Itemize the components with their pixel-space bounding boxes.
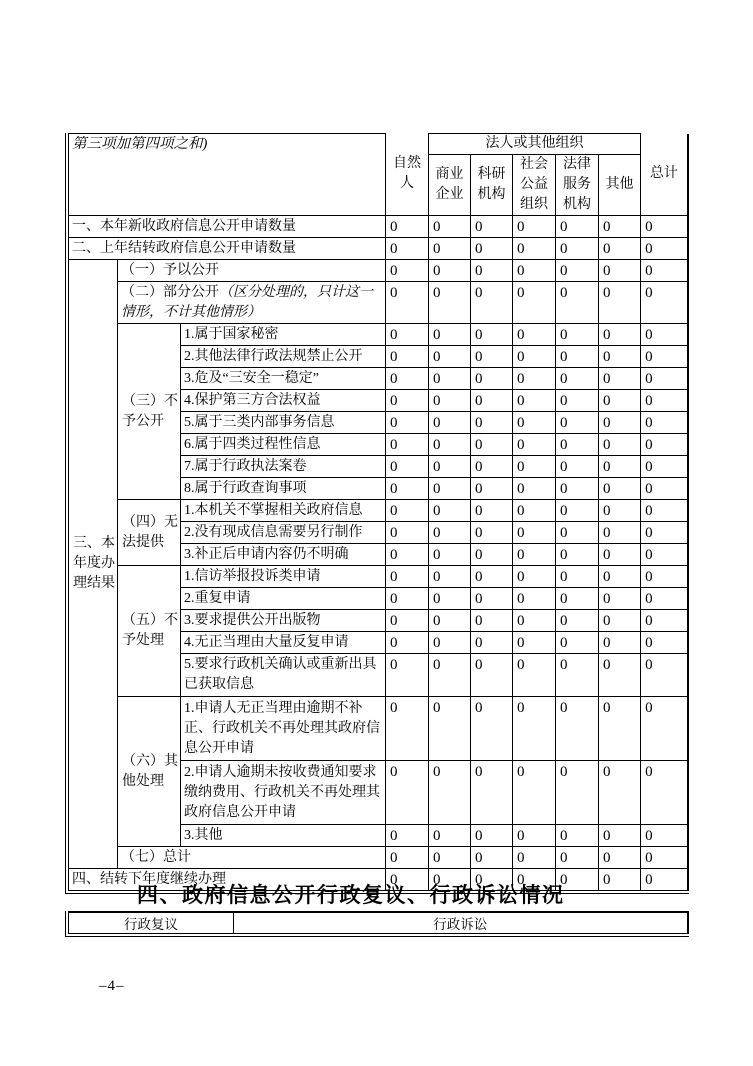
group-label-other-handling: （六）其他处理 <box>118 697 181 847</box>
value-cell: 0 <box>429 825 471 847</box>
value-cell: 0 <box>386 390 429 412</box>
column-header-legal-service: 法律服务机构 <box>556 155 599 216</box>
value-cell: 0 <box>513 632 556 654</box>
value-cell: 0 <box>386 412 429 434</box>
value-cell: 0 <box>471 869 513 891</box>
column-header-natural-person: 自然人 <box>386 134 429 216</box>
value-cell: 0 <box>429 478 471 500</box>
statistics-table-shell <box>65 133 689 894</box>
value-cell: 0 <box>641 610 688 632</box>
column-header-admin-litigation: 行政诉讼 <box>234 912 688 934</box>
value-cell: 0 <box>471 238 513 260</box>
group-label-unable-to-provide: （四）无法提供 <box>118 500 181 566</box>
value-cell: 0 <box>599 697 641 761</box>
value-cell: 0 <box>641 761 688 825</box>
value-cell: 0 <box>513 368 556 390</box>
value-cell: 0 <box>429 324 471 346</box>
value-cell: 0 <box>386 500 429 522</box>
value-cell: 0 <box>599 346 641 368</box>
value-cell: 0 <box>386 610 429 632</box>
column-header-total: 总计 <box>641 134 688 216</box>
value-cell: 0 <box>471 412 513 434</box>
value-cell: 0 <box>471 478 513 500</box>
value-cell: 0 <box>386 566 429 588</box>
column-header-commercial: 商业企业 <box>429 155 471 216</box>
value-cell: 0 <box>513 610 556 632</box>
value-cell: 0 <box>471 434 513 456</box>
review-litigation-table-shell <box>65 911 689 937</box>
value-cell: 0 <box>556 324 599 346</box>
value-cell: 0 <box>599 566 641 588</box>
value-cell: 0 <box>556 456 599 478</box>
value-cell: 0 <box>641 654 688 697</box>
review-litigation-table <box>68 911 689 934</box>
value-cell: 0 <box>429 697 471 761</box>
value-cell: 0 <box>641 478 688 500</box>
value-cell: 0 <box>556 825 599 847</box>
value-cell: 0 <box>599 588 641 610</box>
value-cell: 0 <box>471 654 513 697</box>
value-cell: 0 <box>513 324 556 346</box>
value-cell: 0 <box>556 260 599 282</box>
value-cell: 0 <box>641 522 688 544</box>
value-cell: 0 <box>641 847 688 869</box>
row-label-carried-over: 二、上年结转政府信息公开申请数量 <box>69 238 386 260</box>
value-cell: 0 <box>471 847 513 869</box>
value-cell: 0 <box>429 654 471 697</box>
value-cell: 0 <box>556 566 599 588</box>
value-cell: 0 <box>599 632 641 654</box>
value-cell: 0 <box>599 500 641 522</box>
value-cell: 0 <box>471 324 513 346</box>
row-label-endanger-safety: 3.危及“三安全一稳定” <box>181 368 386 390</box>
value-cell: 0 <box>599 412 641 434</box>
value-cell: 0 <box>641 544 688 566</box>
value-cell: 0 <box>599 869 641 891</box>
value-cell: 0 <box>429 434 471 456</box>
value-cell: 0 <box>641 346 688 368</box>
column-header-public-welfare: 社会公益组织 <box>513 155 556 216</box>
group-label-year-results: 三、本年度办理结果 <box>69 260 118 869</box>
value-cell: 0 <box>386 522 429 544</box>
value-cell: 0 <box>599 390 641 412</box>
value-cell: 0 <box>471 566 513 588</box>
value-cell: 0 <box>471 522 513 544</box>
row-label-internal-affairs: 5.属于三类内部事务信息 <box>181 412 386 434</box>
value-cell: 0 <box>429 282 471 324</box>
value-cell: 0 <box>429 260 471 282</box>
value-cell: 0 <box>471 825 513 847</box>
row-label-confirm-reissue: 5.要求行政机关确认或重新出具已获取信息 <box>181 654 386 697</box>
value-cell: 0 <box>556 346 599 368</box>
value-cell: 0 <box>386 825 429 847</box>
value-cell: 0 <box>641 869 688 891</box>
value-cell: 0 <box>599 282 641 324</box>
value-cell: 0 <box>599 456 641 478</box>
value-cell: 0 <box>471 216 513 238</box>
group-label-not-disclosed: （三）不予公开 <box>118 324 181 500</box>
value-cell: 0 <box>429 238 471 260</box>
value-cell: 0 <box>513 697 556 761</box>
column-header-admin-review: 行政复议 <box>69 912 234 934</box>
value-cell: 0 <box>386 434 429 456</box>
value-cell: 0 <box>599 761 641 825</box>
value-cell: 0 <box>513 456 556 478</box>
value-cell: 0 <box>513 847 556 869</box>
row-label-main: （二）部分公开 <box>121 284 219 300</box>
value-cell: 0 <box>556 761 599 825</box>
value-cell: 0 <box>429 847 471 869</box>
value-cell: 0 <box>556 697 599 761</box>
value-cell: 0 <box>599 478 641 500</box>
value-cell: 0 <box>556 869 599 891</box>
value-cell: 0 <box>429 412 471 434</box>
value-cell: 0 <box>641 456 688 478</box>
value-cell: 0 <box>513 390 556 412</box>
value-cell: 0 <box>641 216 688 238</box>
value-cell: 0 <box>429 761 471 825</box>
row-label-process-info: 6.属于四类过程性信息 <box>181 434 386 456</box>
value-cell: 0 <box>386 456 429 478</box>
row-label-note: （区分处理的，只计这一情形，不计其他情形） <box>121 284 373 320</box>
value-cell: 0 <box>599 216 641 238</box>
row-label-carry-to-next-year: 四、结转下年度继续办理 <box>69 869 386 891</box>
page-number: –4– <box>99 978 125 994</box>
value-cell: 0 <box>513 478 556 500</box>
corner-note-cell <box>69 134 386 216</box>
row-label-law-prohibited: 2.其他法律行政法规禁止公开 <box>181 346 386 368</box>
column-header-research: 科研机构 <box>471 155 513 216</box>
value-cell: 0 <box>556 390 599 412</box>
row-label-subtotal: （七）总计 <box>118 847 386 869</box>
value-cell: 0 <box>599 847 641 869</box>
value-cell: 0 <box>513 869 556 891</box>
value-cell: 0 <box>513 238 556 260</box>
value-cell: 0 <box>599 368 641 390</box>
value-cell: 0 <box>429 544 471 566</box>
row-label-other: 3.其他 <box>181 825 386 847</box>
value-cell: 0 <box>386 654 429 697</box>
row-label-still-unclear: 3.补正后申请内容仍不明确 <box>181 544 386 566</box>
statistics-table <box>68 133 689 891</box>
value-cell: 0 <box>599 324 641 346</box>
value-cell: 0 <box>429 610 471 632</box>
value-cell: 0 <box>386 632 429 654</box>
value-cell: 0 <box>513 346 556 368</box>
value-cell: 0 <box>429 566 471 588</box>
group-label-not-processed: （五）不予处理 <box>118 566 181 697</box>
value-cell: 0 <box>641 434 688 456</box>
value-cell: 0 <box>556 632 599 654</box>
value-cell: 0 <box>641 260 688 282</box>
value-cell: 0 <box>556 847 599 869</box>
row-label-overdue-no-correction: 1.申请人无正当理由逾期不补正、行政机关不再处理其政府信息公开申请 <box>181 697 386 761</box>
value-cell: 0 <box>513 566 556 588</box>
value-cell: 0 <box>386 282 429 324</box>
column-header-legal-group: 法人或其他组织 <box>429 134 641 155</box>
value-cell: 0 <box>429 368 471 390</box>
value-cell: 0 <box>471 697 513 761</box>
value-cell: 0 <box>386 588 429 610</box>
value-cell: 0 <box>556 654 599 697</box>
value-cell: 0 <box>513 761 556 825</box>
value-cell: 0 <box>471 346 513 368</box>
value-cell: 0 <box>513 500 556 522</box>
section-heading: 四、政府信息公开行政复议、行政诉讼情况 <box>137 884 565 907</box>
row-label-enforcement-files: 7.属于行政执法案卷 <box>181 456 386 478</box>
value-cell: 0 <box>599 544 641 566</box>
value-cell: 0 <box>513 216 556 238</box>
value-cell: 0 <box>556 216 599 238</box>
value-cell: 0 <box>556 282 599 324</box>
row-label-disclosed: （一）予以公开 <box>118 260 386 282</box>
value-cell: 0 <box>556 434 599 456</box>
value-cell: 0 <box>471 544 513 566</box>
value-cell: 0 <box>429 500 471 522</box>
value-cell: 0 <box>556 238 599 260</box>
value-cell: 0 <box>599 825 641 847</box>
row-label-partially-disclosed <box>118 282 386 324</box>
row-label-overdue-no-payment: 2.申请人逾期未按收费通知要求缴纳费用、行政机关不再处理其政府信息公开申请 <box>181 761 386 825</box>
value-cell: 0 <box>641 282 688 324</box>
value-cell: 0 <box>471 282 513 324</box>
value-cell: 0 <box>599 238 641 260</box>
value-cell: 0 <box>556 544 599 566</box>
value-cell: 0 <box>641 390 688 412</box>
value-cell: 0 <box>641 238 688 260</box>
value-cell: 0 <box>513 654 556 697</box>
value-cell: 0 <box>429 632 471 654</box>
value-cell: 0 <box>471 260 513 282</box>
value-cell: 0 <box>513 434 556 456</box>
value-cell: 0 <box>429 522 471 544</box>
value-cell: 0 <box>386 216 429 238</box>
value-cell: 0 <box>386 368 429 390</box>
value-cell: 0 <box>513 412 556 434</box>
value-cell: 0 <box>471 368 513 390</box>
value-cell: 0 <box>429 346 471 368</box>
value-cell: 0 <box>386 238 429 260</box>
row-label-new-applications: 一、本年新收政府信息公开申请数量 <box>69 216 386 238</box>
row-label-admin-inquiry: 8.属于行政查询事项 <box>181 478 386 500</box>
value-cell: 0 <box>641 566 688 588</box>
value-cell: 0 <box>599 522 641 544</box>
value-cell: 0 <box>641 412 688 434</box>
value-cell: 0 <box>513 588 556 610</box>
value-cell: 0 <box>599 654 641 697</box>
corner-note-text: 第三项加第四项之和) <box>72 136 208 152</box>
value-cell: 0 <box>556 522 599 544</box>
column-header-other: 其他 <box>599 155 641 216</box>
value-cell: 0 <box>641 324 688 346</box>
value-cell: 0 <box>386 478 429 500</box>
value-cell: 0 <box>471 390 513 412</box>
row-label-not-held: 1.本机关不掌握相关政府信息 <box>181 500 386 522</box>
value-cell: 0 <box>386 869 429 891</box>
value-cell: 0 <box>641 825 688 847</box>
value-cell: 0 <box>513 282 556 324</box>
value-cell: 0 <box>641 500 688 522</box>
row-label-mass-repeat: 4.无正当理由大量反复申请 <box>181 632 386 654</box>
value-cell: 0 <box>386 544 429 566</box>
value-cell: 0 <box>641 632 688 654</box>
value-cell: 0 <box>429 588 471 610</box>
value-cell: 0 <box>386 847 429 869</box>
value-cell: 0 <box>471 456 513 478</box>
row-label-needs-creation: 2.没有现成信息需要另行制作 <box>181 522 386 544</box>
value-cell: 0 <box>429 390 471 412</box>
value-cell: 0 <box>556 500 599 522</box>
value-cell: 0 <box>641 588 688 610</box>
value-cell: 0 <box>386 346 429 368</box>
value-cell: 0 <box>471 610 513 632</box>
value-cell: 0 <box>386 260 429 282</box>
value-cell: 0 <box>471 500 513 522</box>
value-cell: 0 <box>471 761 513 825</box>
value-cell: 0 <box>641 697 688 761</box>
value-cell: 0 <box>556 588 599 610</box>
value-cell: 0 <box>556 478 599 500</box>
row-label-repeat-application: 2.重复申请 <box>181 588 386 610</box>
value-cell: 0 <box>556 610 599 632</box>
value-cell: 0 <box>386 761 429 825</box>
value-cell: 0 <box>429 456 471 478</box>
row-label-state-secret: 1.属于国家秘密 <box>181 324 386 346</box>
value-cell: 0 <box>386 697 429 761</box>
value-cell: 0 <box>513 825 556 847</box>
row-label-third-party-rights: 4.保护第三方合法权益 <box>181 390 386 412</box>
value-cell: 0 <box>429 869 471 891</box>
value-cell: 0 <box>599 434 641 456</box>
value-cell: 0 <box>471 632 513 654</box>
value-cell: 0 <box>599 610 641 632</box>
value-cell: 0 <box>641 368 688 390</box>
value-cell: 0 <box>513 260 556 282</box>
row-label-publications: 3.要求提供公开出版物 <box>181 610 386 632</box>
value-cell: 0 <box>386 324 429 346</box>
value-cell: 0 <box>429 216 471 238</box>
value-cell: 0 <box>556 412 599 434</box>
value-cell: 0 <box>471 588 513 610</box>
value-cell: 0 <box>599 260 641 282</box>
value-cell: 0 <box>513 522 556 544</box>
row-label-petition-complaint: 1.信访举报投诉类申请 <box>181 566 386 588</box>
value-cell: 0 <box>556 368 599 390</box>
value-cell: 0 <box>513 544 556 566</box>
